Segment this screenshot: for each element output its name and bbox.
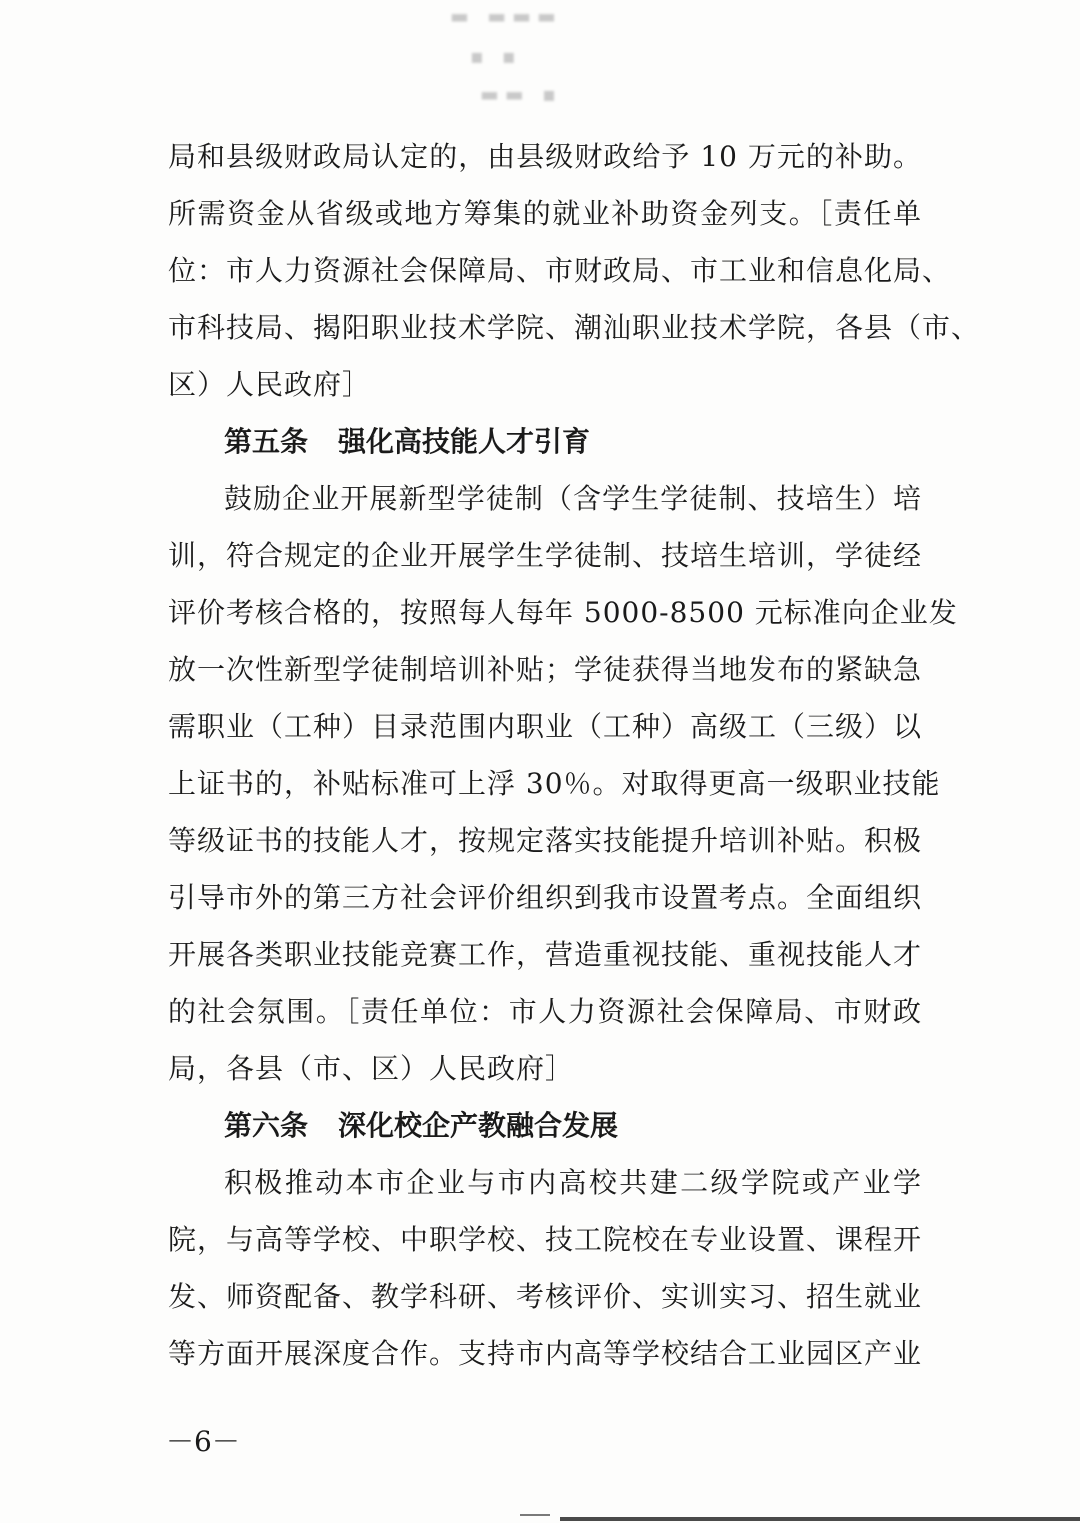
paragraph-line: 等方面开展深度合作。支持市内高等学校结合工业园区产业 — [168, 1337, 923, 1370]
page-number: －6－ — [166, 1425, 240, 1458]
paragraph-line: 等级证书的技能人才，按规定落实技能提升培训补贴。积极 — [168, 824, 923, 857]
scan-edge-mark — [520, 1514, 550, 1516]
paragraph-line: 训，符合规定的企业开展学生学徒制、技培生培训，学徒经 — [168, 539, 923, 572]
paragraph-line: 位：市人力资源社会保障局、市财政局、市工业和信息化局、 — [168, 254, 952, 287]
paragraph-line: 开展各类职业技能竞赛工作，营造重视技能、重视技能人才 — [168, 938, 923, 971]
paragraph-line: 鼓励企业开展新型学徒制（含学生学徒制、技培生）培 — [224, 482, 922, 515]
article-heading — [168, 1097, 922, 1154]
bleed-through-mark: ▬ ▬▬▬ — [450, 4, 562, 28]
paragraph-line: 局和县级财政局认定的，由县级财政给予 10 万元的补助。 — [168, 140, 922, 173]
article-title: 深化校企产教融合发展 — [338, 1109, 619, 1142]
paragraph-line: 需职业（工种）目录范围内职业（工种）高级工（三级）以 — [168, 710, 923, 743]
paragraph-line: 区）人民政府］ — [168, 368, 372, 401]
paragraph-line: 院，与高等学校、中职学校、技工院校在专业设置、课程开 — [168, 1223, 923, 1256]
bleed-through-mark: ▬▬ ▪ — [480, 82, 562, 106]
paragraph-line: 的社会氛围。［责任单位：市人力资源社会保障局、市财政 — [168, 995, 922, 1028]
article-title: 强化高技能人才引育 — [338, 425, 591, 458]
paragraph-line: 引导市外的第三方社会评价组织到我市设置考点。全面组织 — [168, 881, 923, 914]
paragraph-line: 市科技局、揭阳职业技术学院、潮汕职业技术学院，各县（市、 — [168, 311, 981, 344]
article-number: 第五条 — [224, 425, 309, 458]
paragraph-line: 发、师资配备、教学科研、考核评价、实训实习、招生就业 — [168, 1280, 923, 1313]
document-body — [168, 128, 981, 1382]
article-heading — [168, 413, 922, 470]
article-number: 第六条 — [224, 1109, 309, 1142]
paragraph-line: 放一次性新型学徒制培训补贴；学徒获得当地发布的紧缺急 — [168, 653, 923, 686]
bleed-through-mark: ▪ ▪ — [470, 44, 522, 68]
scan-edge-mark — [560, 1517, 1080, 1521]
paragraph-line: 上证书的，补贴标准可上浮 30％。对取得更高一级职业技能 — [168, 767, 941, 800]
paragraph-line: 所需资金从省级或地方筹集的就业补助资金列支。［责任单 — [168, 197, 922, 230]
paragraph-line: 评价考核合格的，按照每人每年 5000-8500 元标准向企业发 — [168, 596, 958, 629]
paragraph-line: 局，各县（市、区）人民政府］ — [168, 1052, 575, 1085]
paragraph-line: 积极推动本市企业与市内高校共建二级学院或产业学 — [224, 1166, 922, 1199]
